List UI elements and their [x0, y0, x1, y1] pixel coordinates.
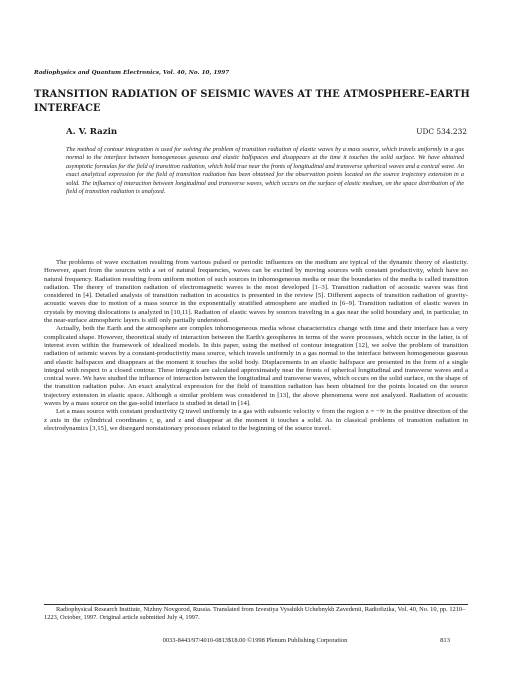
copyright-line: 0033-8443/97/4010-0813$18.00 ©1998 Plenum Publishing Corporation: [162, 637, 348, 644]
paragraph: Let a mass source with constant productivity Q travel uniformly in a gas with subsonic velocity v from the region z = −∞ in the positive direction of the z axis in the cylindrical coordinates r, φ, and z and disappear at the moment it touches a solid. As in classical problems of transition radiation in electrodynamics [3,15], we disregard nonstationary processes related to the beginning of the source travel.: [44, 408, 468, 432]
page-number: 813: [440, 637, 450, 644]
author-name: A. V. Razin: [66, 127, 118, 137]
journal-header: Radiophysics and Quantum Electronics, Vol. 40, No. 10, 1997: [34, 70, 230, 76]
paragraph: Actually, both the Earth and the atmosphere are complex inhomogeneous media whose characteristics change with time and their interface has a very complicated shape. However, theoretical study of interaction between the Earth's geospheres in terms of the wave processes, which occur in the latter, is of interest even within the framework of idealized models. In this paper, using the method of contour integration [12], we solve the problem of transition radiation of seismic waves by a constant-productivity mass source, which travels uniformly in a gas normal to the interface between homogeneous gaseous and elastic halfspaces and disappears at the moment it touches the solid body. Displacements in an elastic halfspace are presented in the form of a single integral with respect to a closed contour. These integrals are calculated approximately near the fronts of spherical longitudinal and transverse waves and a conical wave. We have studied the influence of interaction between the longitudinal and transverse waves, which occurs on the solid surface, on the shape of the transition radiation pulse. An exact analytical expression for the field of transition radiation has been obtained for the points located on the source trajectory extension in elastic space. Although a similar problem was considered in [13], the above phenomena were not analyzed. Radiation of acoustic waves by a mass source on the gas-solid interface is studied in detail in [14].: [44, 325, 468, 408]
footnote: Radiophysical Research Institute, Nizhny Novgorod, Russia. Translated from Izvestiya Vysshikh Uchebnykh Zavedenii, Radiofizika, Vol. 40, No. 10, pp. 1210–1223, October, 1997. Original article submitted July 4, 1997.: [44, 606, 466, 622]
paragraph: The problems of wave excitation resulting from various pulsed or periodic influences on the medium are typical of the dynamic theory of elasticity. However, apart from the sources with a set of natural frequencies, waves can be excited by moving sources with constant productivity, which have no natural frequency. Radiation resulting from uniform motion of such sources in inhomogeneous media or near the boundaries of the media is called transition radiation. The theory of transition radiation of electromagnetic waves is the most developed [1–3]. Transition radiation of acoustic waves was first considered in [4]. Detailed analysis of transition radiation in acoustics is presented in the review [5]. Different aspects of transition radiation of gravity-acoustic waves due to motion of a mass source in the exponentially stratified atmosphere are studied in [6–9]. Transition radiation of elastic waves in crystals by moving dislocations is analyzed in [10,11]. Radiation of elastic waves by sources traveling in a gas near the solid boundary and, in particular, in the near-surface atmospheric layers is still only partially understood.: [44, 259, 468, 325]
udc-code: UDC 534.232: [416, 127, 467, 136]
footnote-divider: [44, 604, 468, 605]
article-body: [44, 259, 468, 433]
article-title: TRANSITION RADIATION OF SEISMIC WAVES AT THE ATMOSPHERE–EARTH INTERFACE: [34, 89, 470, 114]
abstract: The method of contour integration is used for solving the problem of transition radiation of elastic waves by a mass source, which travels uniformly in a gas normal to the interface between homogeneous gaseous and elastic halfspaces and disappears at the time it touches the solid surface. We have obtained asymptotic formulas for the field of transition radiation, which hold true near the fronts of longitudinal and transverse spherical waves and a conical wave. An exact analytical expression for the field of transition radiation has been obtained for the observation points located on the source trajectory extension in a solid. The influence of interaction between longitudinal and transverse waves, which occurs on the surface of elastic medium, on the space distribution of the field of transition radiation is analyzed.: [66, 146, 464, 196]
